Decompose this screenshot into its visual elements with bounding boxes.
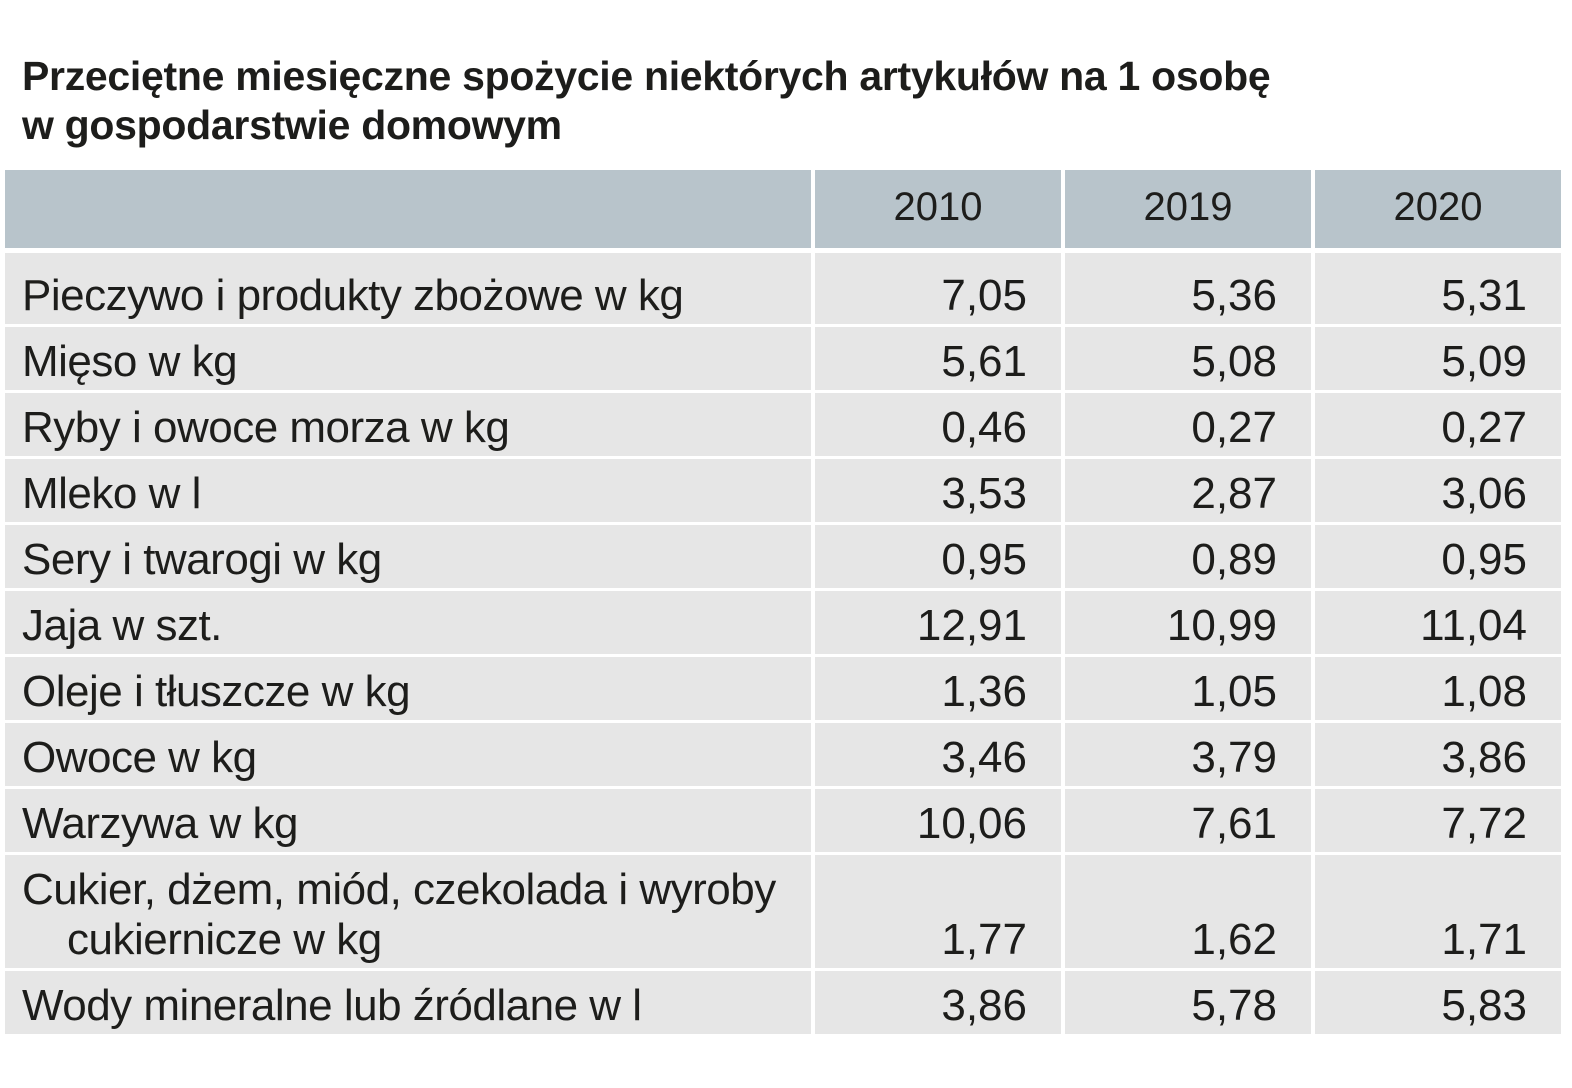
cell-2020: 0,95 [1311, 522, 1561, 588]
cell-2020: 11,04 [1311, 588, 1561, 654]
cell-2010: 3,86 [811, 968, 1061, 1034]
row-label: Oleje i tłuszcze w kg [5, 654, 811, 720]
cell-2019: 5,78 [1061, 968, 1311, 1034]
header-year-2019: 2019 [1061, 170, 1311, 248]
cell-2020: 1,71 [1311, 852, 1561, 968]
cell-2019: 2,87 [1061, 456, 1311, 522]
row-label: Ryby i owoce morza w kg [5, 390, 811, 456]
table-row [5, 720, 1561, 786]
consumption-table [5, 170, 1561, 1034]
cell-2019: 3,79 [1061, 720, 1311, 786]
cell-2010: 0,95 [811, 522, 1061, 588]
row-label: Mleko w l [5, 456, 811, 522]
cell-2020: 3,06 [1311, 456, 1561, 522]
row-label-line-1: Cukier, dżem, miód, czekolada i wyroby [22, 865, 776, 914]
cell-2010: 3,46 [811, 720, 1061, 786]
cell-2010: 1,77 [811, 852, 1061, 968]
table-row [5, 588, 1561, 654]
table-row [5, 324, 1561, 390]
title-line-1: Przeciętne miesięczne spożycie niektórych artykułów na 1 osobę [22, 53, 1271, 99]
cell-2019: 1,05 [1061, 654, 1311, 720]
cell-2019: 1,62 [1061, 852, 1311, 968]
cell-2010: 0,46 [811, 390, 1061, 456]
table-row [5, 654, 1561, 720]
cell-2010: 12,91 [811, 588, 1061, 654]
table-row [5, 852, 1561, 968]
table-row [5, 968, 1561, 1034]
table-row [5, 522, 1561, 588]
table-row [5, 248, 1561, 324]
cell-2020: 3,86 [1311, 720, 1561, 786]
page-title [22, 52, 1542, 150]
cell-2019: 5,36 [1061, 248, 1311, 324]
header-year-2010: 2010 [811, 170, 1061, 248]
row-label: Owoce w kg [5, 720, 811, 786]
cell-2010: 5,61 [811, 324, 1061, 390]
cell-2010: 1,36 [811, 654, 1061, 720]
cell-2020: 0,27 [1311, 390, 1561, 456]
cell-2020: 7,72 [1311, 786, 1561, 852]
table-row [5, 390, 1561, 456]
cell-2010: 3,53 [811, 456, 1061, 522]
row-label: Warzywa w kg [5, 786, 811, 852]
row-label: Jaja w szt. [5, 588, 811, 654]
cell-2010: 10,06 [811, 786, 1061, 852]
row-label: Sery i twarogi w kg [5, 522, 811, 588]
table-header [5, 170, 1561, 248]
header-label-column [5, 170, 811, 248]
row-label: Pieczywo i produkty zbożowe w kg [5, 248, 811, 324]
table-row [5, 456, 1561, 522]
cell-2019: 10,99 [1061, 588, 1311, 654]
row-label [5, 852, 811, 968]
cell-2020: 5,09 [1311, 324, 1561, 390]
cell-2020: 5,31 [1311, 248, 1561, 324]
cell-2019: 5,08 [1061, 324, 1311, 390]
header-row [5, 170, 1561, 248]
cell-2019: 0,89 [1061, 522, 1311, 588]
header-year-2020: 2020 [1311, 170, 1561, 248]
cell-2020: 5,83 [1311, 968, 1561, 1034]
cell-2010: 7,05 [811, 248, 1061, 324]
row-label: Mięso w kg [5, 324, 811, 390]
title-line-2: w gospodarstwie domowym [22, 102, 562, 148]
cell-2020: 1,08 [1311, 654, 1561, 720]
table-row [5, 786, 1561, 852]
row-label: Wody mineralne lub źródlane w l [5, 968, 811, 1034]
table-body [5, 248, 1561, 1034]
cell-2019: 7,61 [1061, 786, 1311, 852]
row-label-line-2: cukiernicze w kg [67, 915, 382, 964]
cell-2019: 0,27 [1061, 390, 1311, 456]
